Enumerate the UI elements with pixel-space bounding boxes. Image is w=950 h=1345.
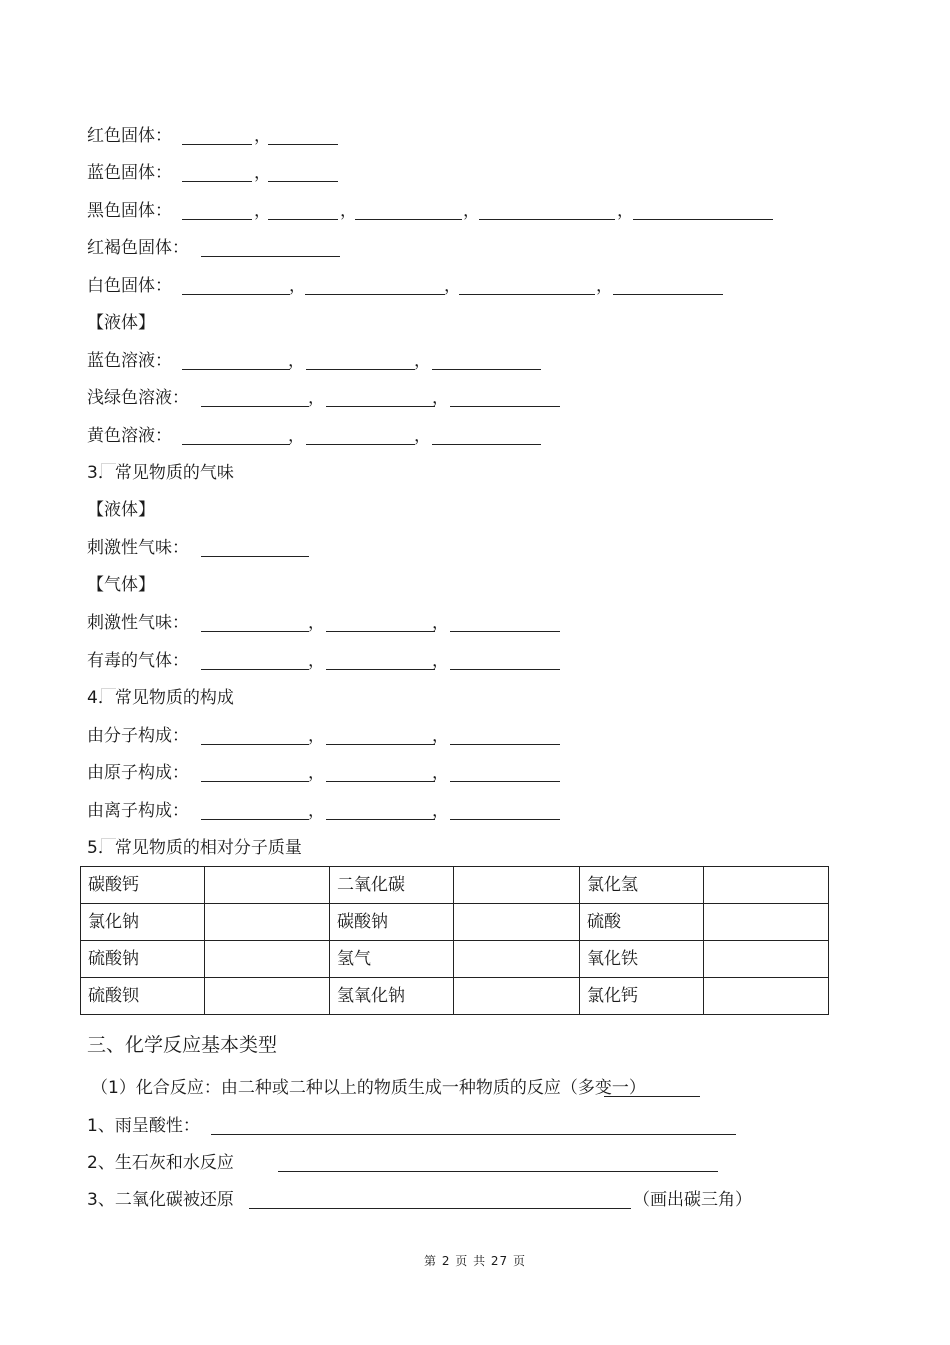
separator: ， (432, 388, 449, 408)
answer-blank[interactable] (479, 219, 615, 220)
answer-blank[interactable] (432, 369, 541, 370)
table-cell-answer[interactable] (454, 904, 580, 941)
table-row (81, 941, 829, 978)
separator: ， (308, 651, 325, 671)
table-cell-name: 二氧化碳 (330, 867, 454, 904)
answer-blank[interactable] (201, 556, 309, 557)
label-blue-solution: 蓝色溶液： (87, 351, 172, 371)
table-cell-answer[interactable] (704, 941, 829, 978)
answer-blank[interactable] (201, 406, 309, 407)
liquid-header: 【液体】 (87, 313, 155, 333)
answer-blank[interactable] (326, 781, 435, 782)
answer-blank[interactable] (450, 781, 560, 782)
table-cell-answer[interactable] (704, 867, 829, 904)
separator: ， (444, 276, 461, 296)
table-cell-name: 氯化钙 (580, 978, 704, 1015)
label-co2-reduced: 3、二氧化碳被还原 (87, 1190, 234, 1210)
separator: ， (254, 201, 271, 221)
part3-subtitle: （1）化合反应：由二种或二种以上的物质生成一种物质的反应（多变一） (91, 1078, 646, 1098)
label-blue-solid: 蓝色固体： (87, 163, 172, 183)
table-cell-name: 氧化铁 (580, 941, 704, 978)
separator: ， (308, 726, 325, 746)
answer-blank[interactable] (201, 256, 340, 257)
answer-blank[interactable] (278, 1171, 718, 1172)
table-cell-answer[interactable] (454, 867, 580, 904)
table-row (81, 978, 829, 1015)
answer-blank[interactable] (450, 631, 560, 632)
answer-blank[interactable] (268, 219, 338, 220)
label-acid-rain: 1、雨呈酸性： (87, 1116, 200, 1136)
table-cell-answer[interactable] (704, 978, 829, 1015)
answer-blank[interactable] (249, 1208, 631, 1209)
table-cell-answer[interactable] (205, 904, 330, 941)
answer-blank[interactable] (211, 1134, 736, 1135)
table-cell-name: 氢氧化钠 (330, 978, 454, 1015)
answer-blank[interactable] (201, 781, 309, 782)
table-cell-name: 氯化钠 (81, 904, 205, 941)
answer-blank[interactable] (459, 294, 595, 295)
answer-blank[interactable] (326, 819, 435, 820)
separator: ， (432, 801, 449, 821)
answer-blank[interactable] (355, 219, 462, 220)
separator: ， (414, 351, 431, 371)
molecular-mass-table (80, 866, 829, 1015)
section5-title: 5．常见物质的相对分子质量 (87, 838, 302, 858)
table-cell-answer[interactable] (205, 978, 330, 1015)
separator: ， (254, 126, 271, 146)
answer-blank[interactable] (306, 369, 415, 370)
label-yellow-solution: 黄色溶液： (87, 426, 172, 446)
answer-blank[interactable] (306, 444, 415, 445)
label-light-green-solution: 浅绿色溶液： (87, 388, 189, 408)
separator: ， (432, 763, 449, 783)
table-row (81, 904, 829, 941)
separator: ， (432, 613, 449, 633)
table-cell-answer[interactable] (454, 978, 580, 1015)
separator: ， (308, 388, 325, 408)
answer-blank[interactable] (182, 294, 290, 295)
hint-carbon-triangle: （画出碳三角） (633, 1190, 752, 1210)
answer-blank[interactable] (201, 744, 309, 745)
label-pungent-gas: 刺激性气味： (87, 613, 189, 633)
answer-blank[interactable] (450, 744, 560, 745)
answer-blank[interactable] (182, 144, 252, 145)
answer-blank[interactable] (182, 181, 252, 182)
separator: ， (289, 276, 306, 296)
label-toxic-gas: 有毒的气体： (87, 651, 189, 671)
separator: ， (596, 276, 613, 296)
answer-blank[interactable] (182, 369, 290, 370)
answer-blank[interactable] (450, 406, 560, 407)
answer-blank[interactable] (182, 219, 252, 220)
table-row (81, 867, 829, 904)
separator: ， (432, 726, 449, 746)
separator: ， (288, 351, 305, 371)
separator: ， (254, 163, 271, 183)
table-cell-name: 硫酸钡 (81, 978, 205, 1015)
answer-blank[interactable] (633, 219, 773, 220)
table-cell-name: 硫酸钠 (81, 941, 205, 978)
answer-blank[interactable] (613, 294, 723, 295)
answer-blank[interactable] (268, 181, 338, 182)
answer-blank[interactable] (305, 294, 445, 295)
separator: ， (432, 651, 449, 671)
table-cell-name: 硫酸 (580, 904, 704, 941)
answer-blank[interactable] (450, 669, 560, 670)
label-black-solid: 黑色固体： (87, 201, 172, 221)
answer-blank[interactable] (201, 669, 309, 670)
answer-blank[interactable] (432, 444, 541, 445)
answer-blank[interactable] (326, 669, 435, 670)
table-cell-name: 氢气 (330, 941, 454, 978)
separator: ， (308, 801, 325, 821)
separator: ， (308, 763, 325, 783)
label-ionic: 由离子构成： (87, 801, 189, 821)
answer-blank[interactable] (201, 819, 309, 820)
label-reddish-brown-solid: 红褐色固体： (87, 238, 189, 258)
page-footer: 第 2 页 共 27 页 (424, 1254, 526, 1268)
separator: ， (414, 426, 431, 446)
label-pungent-liquid: 刺激性气味： (87, 538, 189, 558)
section4-title: 4．常见物质的构成 (87, 688, 234, 708)
table-cell-answer[interactable] (205, 867, 330, 904)
section3-gas-header: 【气体】 (87, 575, 155, 595)
part3-title: 三、化学反应基本类型 (87, 1034, 278, 1056)
separator: ， (288, 426, 305, 446)
answer-blank[interactable] (268, 144, 338, 145)
label-molecular: 由分子构成： (87, 726, 189, 746)
table-cell-name: 碳酸钙 (81, 867, 205, 904)
table-cell-answer[interactable] (205, 941, 330, 978)
label-atomic: 由原子构成： (87, 763, 189, 783)
separator: ， (463, 201, 480, 221)
answer-blank[interactable] (182, 444, 290, 445)
section3-liquid-header: 【液体】 (87, 500, 155, 520)
label-quicklime: 2、生石灰和水反应 (87, 1153, 234, 1173)
label-white-solid: 白色固体： (87, 276, 172, 296)
answer-blank[interactable] (326, 631, 435, 632)
separator: ， (617, 201, 634, 221)
label-red-solid: 红色固体： (87, 126, 172, 146)
table-cell-name: 碳酸钠 (330, 904, 454, 941)
answer-blank[interactable] (450, 819, 560, 820)
table-cell-answer[interactable] (454, 941, 580, 978)
answer-blank[interactable] (326, 406, 435, 407)
table-cell-name: 氯化氢 (580, 867, 704, 904)
answer-blank[interactable] (201, 631, 309, 632)
section3-title: 3．常见物质的气味 (87, 463, 234, 483)
table-cell-answer[interactable] (704, 904, 829, 941)
underline (604, 1096, 700, 1097)
separator: ， (340, 201, 357, 221)
answer-blank[interactable] (326, 744, 435, 745)
separator: ， (308, 613, 325, 633)
